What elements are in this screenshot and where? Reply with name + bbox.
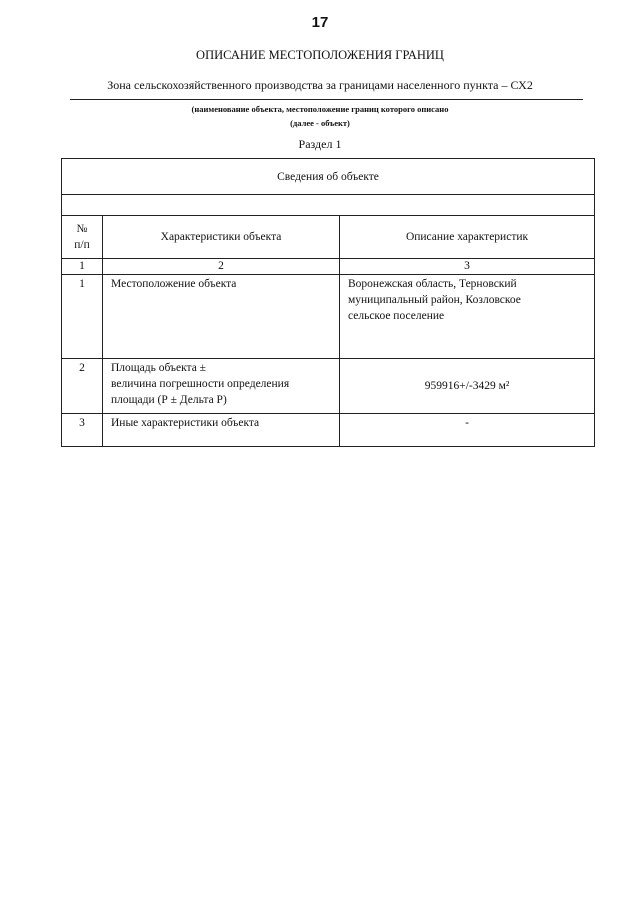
row-characteristic — [103, 359, 340, 414]
column-header-number — [62, 216, 103, 259]
column-number: 3 — [340, 259, 595, 275]
column-header-number-line: № — [76, 223, 88, 235]
text-line: муниципальный район, Козловское — [348, 294, 521, 306]
page-number: 17 — [311, 14, 329, 31]
table-heading-row — [62, 159, 595, 195]
row-characteristic — [103, 414, 340, 447]
section-label: Раздел 1 — [298, 137, 342, 151]
table-heading: Сведения об объекте — [62, 159, 595, 195]
object-alias-caption: (далее - объект) — [290, 118, 350, 128]
text-line: Иные характеристики объекта — [111, 417, 260, 429]
column-header-number-line: п/п — [74, 239, 90, 251]
text-line: сельское поселение — [348, 310, 445, 322]
text-line: - — [465, 417, 469, 429]
object-name: Зона сельскохозяйственного производства за границами населенного пункта – СХ2 — [107, 78, 533, 92]
column-number-row — [62, 259, 595, 275]
object-name-caption: (наименование объекта, местоположение границ которого описано — [191, 104, 449, 114]
table-row — [62, 359, 595, 414]
object-info-table — [61, 158, 595, 447]
row-number: 1 — [62, 275, 103, 359]
object-name-underline — [70, 99, 583, 100]
column-number: 1 — [62, 259, 103, 275]
text-line: Воронежская область, Терновский — [348, 278, 517, 290]
row-description — [340, 359, 595, 414]
row-description — [340, 275, 595, 359]
table-row — [62, 414, 595, 447]
row-number: 3 — [62, 414, 103, 447]
table-row — [62, 275, 595, 359]
row-description — [340, 414, 595, 447]
text-line: 959916+/-3429 м² — [424, 380, 510, 392]
text-line: площади (Р ± Дельта Р) — [111, 394, 227, 406]
column-header-description: Описание характеристик — [340, 216, 595, 259]
column-header-characteristics: Характеристики объекта — [103, 216, 340, 259]
document-title: ОПИСАНИЕ МЕСТОПОЛОЖЕНИЯ ГРАНИЦ — [196, 48, 444, 62]
text-line: Местоположение объекта — [111, 278, 237, 290]
column-number: 2 — [103, 259, 340, 275]
table-blank-row — [62, 195, 595, 216]
text-line: Площадь объекта ± — [111, 362, 206, 374]
row-characteristic — [103, 275, 340, 359]
column-header-row — [62, 216, 595, 259]
row-number: 2 — [62, 359, 103, 414]
table-blank-cell — [62, 195, 595, 216]
text-line: величина погрешности определения — [111, 378, 290, 390]
